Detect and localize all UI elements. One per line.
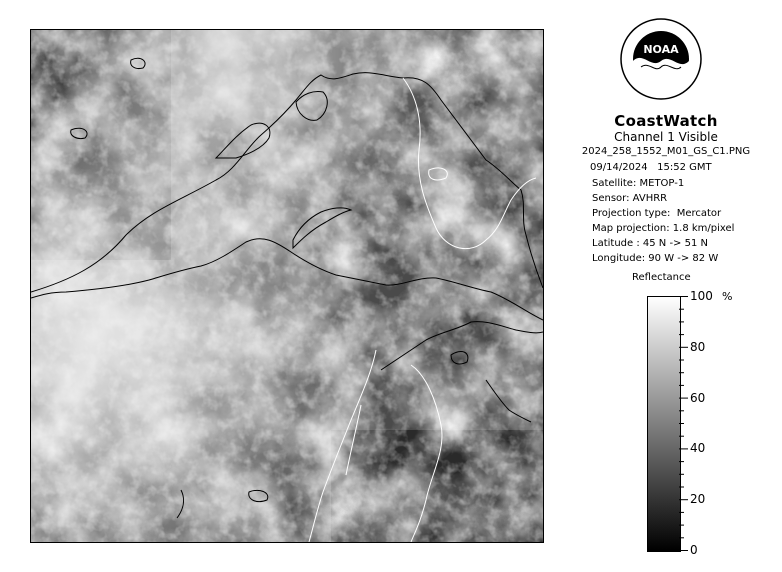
noaa-logo-text: NOAA xyxy=(643,43,679,56)
satellite-image-map xyxy=(30,29,544,543)
colorbar-ticks xyxy=(679,296,691,552)
colorbar-tick-label: 100 xyxy=(690,289,713,303)
legend-title: Reflectance xyxy=(632,272,691,283)
file-name: 2024_258_1552_M01_GS_C1.PNG xyxy=(581,146,751,157)
date-time: 09/14/2024 15:52 GMT xyxy=(590,162,712,173)
legend-unit: % xyxy=(722,290,733,303)
cloud-imagery xyxy=(31,30,543,542)
satellite-info: Satellite: METOP-1 xyxy=(592,178,685,189)
reflectance-colorbar xyxy=(647,296,681,552)
colorbar-tick-label: 60 xyxy=(690,390,706,405)
latitude-info: Latitude : 45 N -> 51 N xyxy=(592,238,708,249)
longitude-info: Longitude: 90 W -> 82 W xyxy=(592,253,719,264)
colorbar-tick-label: 40 xyxy=(690,441,706,456)
brand-title: CoastWatch xyxy=(614,112,718,130)
projection-type-info: Projection type: Mercator xyxy=(592,208,722,219)
channel-name: Channel 1 Visible xyxy=(614,130,718,144)
map-projection-info: Map projection: 1.8 km/pixel xyxy=(592,223,735,234)
colorbar-tick-label: 80 xyxy=(690,339,706,354)
noaa-logo xyxy=(619,17,703,101)
colorbar-tick-label: 0 xyxy=(690,543,698,557)
colorbar-tick-label: 20 xyxy=(690,492,706,507)
sensor-info: Sensor: AVHRR xyxy=(592,193,668,204)
